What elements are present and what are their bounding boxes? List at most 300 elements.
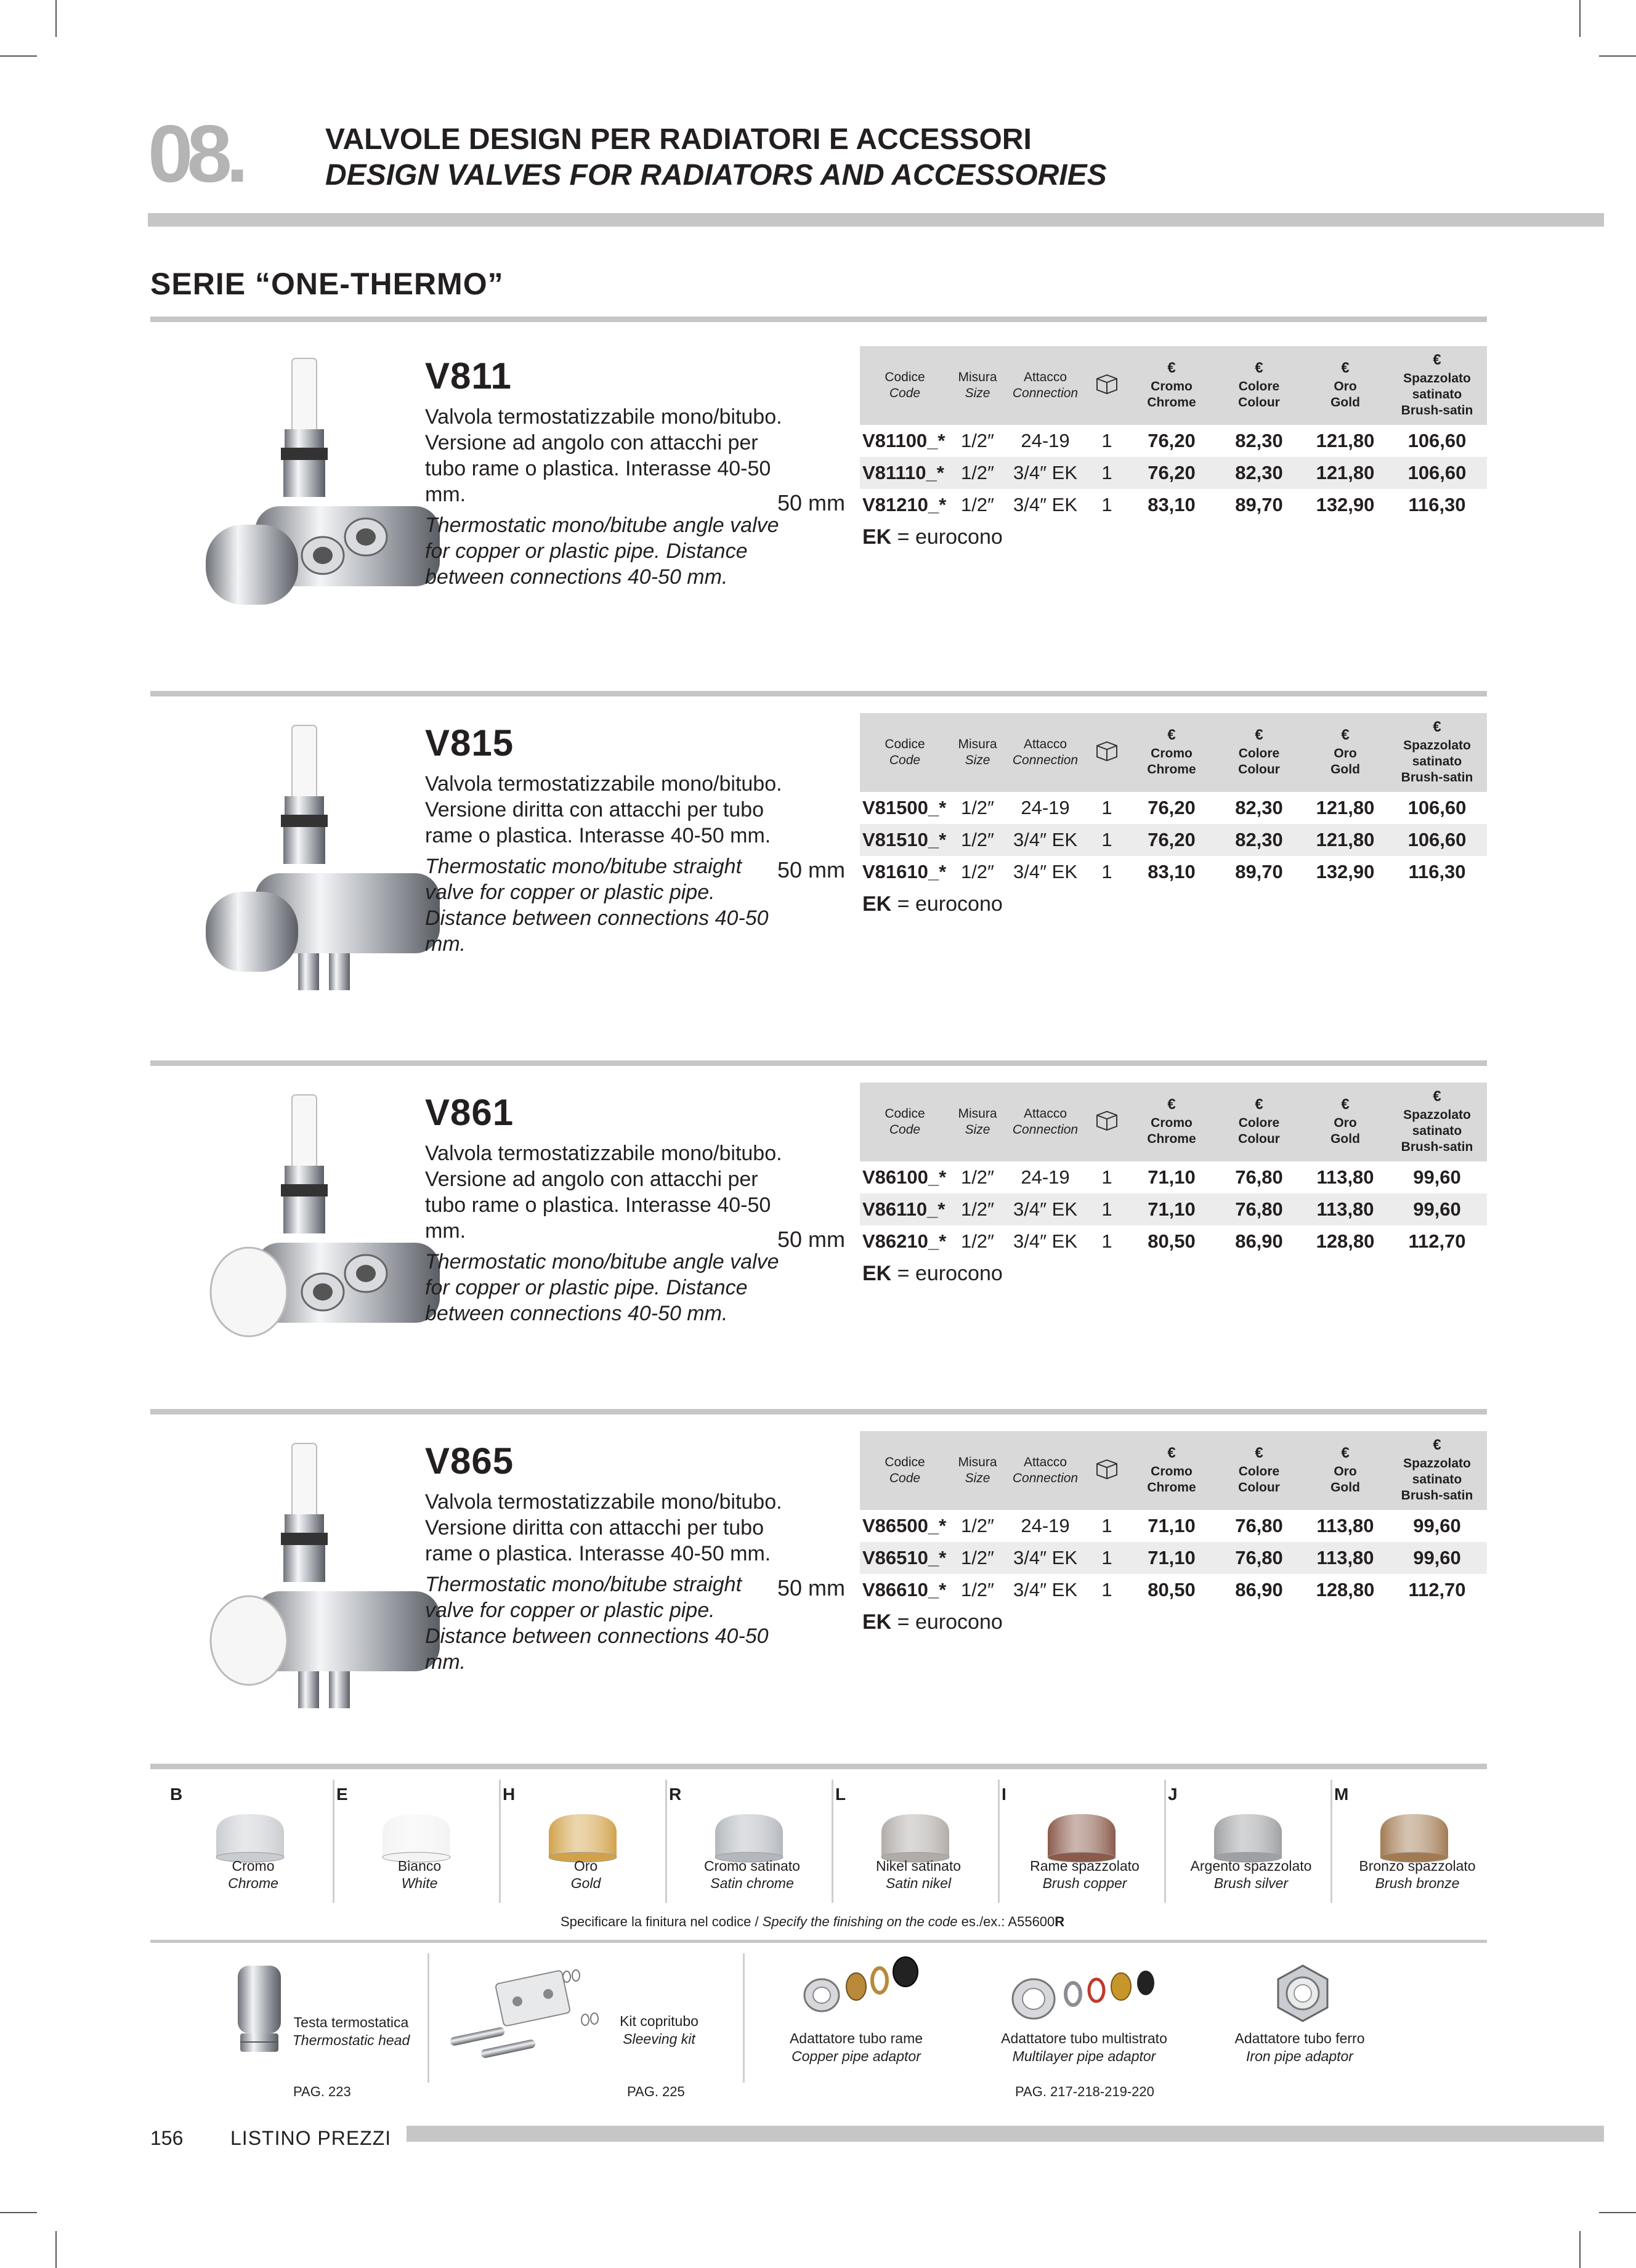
- eurocono-note: [860, 1257, 1487, 1289]
- header-brush: [1387, 713, 1487, 792]
- accessory-label-it: Kit copritubo: [620, 2013, 699, 2029]
- description-en: Thermostatic mono/bitube angle valve for copper or plastic pipe. Distance between connections 40-50 mm.: [425, 514, 779, 589]
- header-label: Colore: [1238, 379, 1280, 393]
- finish-name-en: Satin nikel: [885, 1875, 952, 1891]
- finish-instruction-suffix: R: [1055, 1914, 1065, 1929]
- product-v811: [150, 340, 1487, 660]
- finish-label: [170, 1857, 336, 1892]
- cell-code: V86610_*: [862, 1579, 947, 1600]
- distance-label: 50 mm: [777, 1575, 846, 1600]
- euro-symbol: €: [1341, 360, 1350, 376]
- header-label-en: Size: [965, 1123, 990, 1137]
- page-reference: PAG. 225: [627, 2084, 685, 2099]
- header-label-en: Brush-satin: [1401, 1488, 1473, 1503]
- table-row: [860, 1574, 1487, 1606]
- product-code: V865: [425, 1440, 514, 1482]
- crop-mark: [1599, 2212, 1636, 2213]
- cell-size: 1/2″: [960, 1230, 995, 1252]
- table-header: [860, 1431, 1487, 1510]
- cell-connection: 3/4″ EK: [1013, 494, 1078, 515]
- table-row: [860, 856, 1487, 888]
- price-table: [860, 1083, 1487, 1289]
- cell-connection: 24-19: [1021, 797, 1070, 818]
- footer-bar: [407, 2126, 1604, 2142]
- finish-name-it: Cromo satinato: [704, 1858, 800, 1874]
- accessory-label-en: Iron pipe adaptor: [1246, 2048, 1353, 2064]
- euro-symbol: €: [1433, 719, 1441, 735]
- finish-separator: [998, 1780, 1000, 1903]
- copper-adaptor-image: [800, 1951, 923, 2019]
- section-divider: [150, 1060, 1487, 1066]
- cell-price-brush: 106,60: [1407, 797, 1467, 818]
- cell-price-chrome: 71,10: [1128, 1193, 1215, 1225]
- cell-connection: 24-19: [1021, 1515, 1070, 1536]
- box-icon: [1095, 1109, 1119, 1131]
- cell-code: V81100_*: [862, 430, 946, 451]
- header-connection: [1005, 1083, 1085, 1161]
- cell-price-chrome: 83,10: [1148, 494, 1196, 515]
- table-row: [860, 1510, 1487, 1542]
- cell-price-chrome: 71,10: [1128, 1542, 1215, 1574]
- cell-price-colour: 86,90: [1235, 1230, 1283, 1252]
- finish-swatch: [1168, 1774, 1334, 1909]
- finish-instruction-en: Specify the finishing on the code: [762, 1914, 958, 1929]
- table-row: [860, 1161, 1487, 1193]
- cell-price-brush: 112,70: [1408, 1230, 1466, 1252]
- finish-instruction-example: es./ex.: A55600: [957, 1914, 1055, 1929]
- accessory-divider: [150, 1940, 1487, 1943]
- cell-connection: 3/4″ EK: [1005, 1542, 1085, 1574]
- header-label: Spazzolato satinato: [1403, 738, 1471, 769]
- header-label: Attacco: [1023, 370, 1067, 384]
- table-row: [860, 1542, 1487, 1574]
- cell-quantity: 1: [1101, 1230, 1112, 1252]
- finish-name-it: Cromo: [232, 1858, 275, 1874]
- cell-price-colour: 89,70: [1235, 494, 1283, 515]
- table-row: [860, 425, 1487, 457]
- cell-price-brush: 116,30: [1408, 494, 1466, 515]
- accessory-multilayer-adaptor: [986, 2030, 1183, 2065]
- iron-adaptor-image: [1269, 1959, 1337, 2027]
- box-icon: [1095, 373, 1119, 395]
- cell-connection: 3/4″ EK: [1005, 457, 1085, 489]
- accessory-sleeving-kit: [604, 2012, 715, 2048]
- section-divider: [150, 1409, 1487, 1414]
- cell-code: V86210_*: [862, 1230, 947, 1252]
- cell-price-colour: 76,80: [1215, 1193, 1303, 1225]
- cell-price-colour: 82,30: [1215, 824, 1303, 856]
- header-gold: [1303, 1431, 1387, 1510]
- header-label-en: Size: [965, 1471, 990, 1485]
- product-description: [425, 771, 788, 957]
- accessory-label-it: Adattatore tubo multistrato: [1001, 2030, 1167, 2046]
- cell-connection: 3/4″ EK: [1013, 1230, 1078, 1252]
- header-label: Attacco: [1023, 1107, 1067, 1121]
- box-icon: [1095, 740, 1119, 762]
- eurocono-note: [860, 521, 1487, 553]
- cell-price-brush: 106,60: [1387, 457, 1487, 489]
- cell-quantity: 1: [1101, 430, 1112, 451]
- note-text: = eurocono: [891, 1610, 1003, 1634]
- crop-mark: [55, 0, 57, 37]
- cell-connection: 3/4″ EK: [1013, 861, 1078, 882]
- cell-price-colour: 76,80: [1215, 1542, 1303, 1574]
- header-label: Oro: [1334, 746, 1357, 761]
- product-description: [425, 404, 788, 590]
- cell-price-brush: 106,60: [1387, 824, 1487, 856]
- finish-name-en: Chrome: [228, 1875, 278, 1891]
- header-package: [1085, 713, 1128, 792]
- header-label-en: Size: [965, 753, 990, 767]
- table-row: [860, 1225, 1487, 1257]
- product-description: [425, 1489, 788, 1675]
- header-chrome: [1128, 1083, 1215, 1161]
- finish-swatch: [170, 1774, 336, 1909]
- header-connection: [1005, 713, 1085, 792]
- header-label-en: Colour: [1238, 1132, 1280, 1146]
- product-description: [425, 1140, 788, 1326]
- header-code: [860, 346, 950, 425]
- cell-price-brush: 99,60: [1413, 1515, 1461, 1536]
- finish-swatch: [835, 1774, 1002, 1909]
- cell-price-brush: 106,60: [1407, 430, 1467, 451]
- euro-symbol: €: [1255, 360, 1263, 376]
- cell-quantity: 1: [1101, 1515, 1112, 1536]
- cell-code: V86110_*: [860, 1193, 950, 1225]
- finish-swatch: [503, 1774, 669, 1909]
- crop-mark: [0, 55, 37, 57]
- header-connection: [1005, 1431, 1085, 1510]
- euro-symbol: €: [1167, 1096, 1176, 1113]
- header-label-en: Colour: [1238, 1480, 1280, 1495]
- cell-price-gold: 128,80: [1316, 1230, 1375, 1252]
- accessory-label-it: Testa termostatica: [293, 2014, 409, 2030]
- finish-letter: R: [669, 1785, 682, 1804]
- chapter-title-it: VALVOLE DESIGN PER RADIATORI E ACCESSORI: [325, 123, 1032, 156]
- cell-price-chrome: 76,20: [1128, 457, 1215, 489]
- cell-connection: 3/4″ EK: [1005, 1193, 1085, 1225]
- header-label: Codice: [885, 1455, 925, 1469]
- note-text: = eurocono: [891, 892, 1003, 916]
- header-brush: [1387, 346, 1487, 425]
- finish-letter: M: [1334, 1785, 1349, 1804]
- header-label-en: Connection: [1012, 1123, 1079, 1137]
- cell-quantity: 1: [1101, 861, 1112, 882]
- finish-letter: L: [835, 1785, 846, 1804]
- cell-size: 1/2″: [960, 861, 995, 882]
- distance-label: 50 mm: [777, 490, 846, 515]
- cell-size: 1/2″: [960, 1166, 995, 1188]
- product-code: V861: [425, 1092, 514, 1133]
- euro-symbol: €: [1255, 1445, 1263, 1461]
- finish-name-en: Brush copper: [1042, 1875, 1127, 1891]
- finish-letter: E: [336, 1785, 348, 1804]
- header-brush: [1387, 1083, 1487, 1161]
- sleeving-kit-image: [443, 1964, 610, 2069]
- note-abbr: EK: [862, 525, 892, 549]
- accessory-label-it: Adattatore tubo ferro: [1234, 2030, 1365, 2046]
- cell-size: 1/2″: [960, 1579, 995, 1600]
- cell-price-chrome: 76,20: [1148, 797, 1196, 818]
- finish-letter: B: [170, 1785, 183, 1804]
- cell-quantity: 1: [1101, 797, 1112, 818]
- header-chrome: [1128, 346, 1215, 425]
- header-gold: [1303, 713, 1387, 792]
- accessory-label-it: Adattatore tubo rame: [789, 2030, 923, 2046]
- euro-symbol: €: [1341, 1096, 1350, 1113]
- cell-price-gold: 121,80: [1316, 430, 1375, 451]
- header-label-en: Brush-satin: [1401, 770, 1473, 785]
- eurocono-note: [860, 1606, 1487, 1638]
- finish-name-it: Rame spazzolato: [1030, 1858, 1140, 1874]
- header-code: [860, 713, 950, 792]
- header-label-en: Chrome: [1147, 1132, 1196, 1146]
- euro-symbol: €: [1433, 1437, 1441, 1453]
- finish-letter: I: [1002, 1785, 1006, 1804]
- finish-instruction-it: Specificare la finitura nel codice /: [561, 1914, 763, 1929]
- finish-swatch: [336, 1774, 503, 1909]
- cell-price-chrome: 76,20: [1128, 824, 1215, 856]
- description-it: Valvola termostatizzabile mono/bitubo. Versione diritta con attacchi per tubo rame o plastica. Interasse 40-50 mm.: [425, 1490, 782, 1565]
- header-label: Cromo: [1151, 1116, 1193, 1130]
- finish-name-it: Bronzo spazzolato: [1359, 1858, 1476, 1874]
- cell-code: V86500_*: [862, 1515, 947, 1536]
- header-label: Attacco: [1023, 1455, 1067, 1469]
- header-size: [950, 1083, 1005, 1161]
- header-label-en: Brush-satin: [1401, 1140, 1473, 1154]
- table-row: [860, 457, 1487, 489]
- euro-symbol: €: [1167, 1445, 1176, 1461]
- finish-swatch: [1334, 1774, 1500, 1909]
- crop-mark: [1579, 0, 1581, 37]
- cell-price-chrome: 80,50: [1148, 1230, 1196, 1252]
- finish-name-en: Brush bronze: [1375, 1875, 1460, 1891]
- chapter-number: 08.: [148, 108, 243, 199]
- distance-label: 50 mm: [777, 857, 846, 882]
- header-label-en: Brush-satin: [1401, 403, 1473, 418]
- description-en: Thermostatic mono/bitube angle valve for copper or plastic pipe. Distance between connections 40-50 mm.: [425, 1250, 779, 1325]
- series-title: SERIE “ONE-THERMO”: [150, 267, 504, 301]
- cell-size: 1/2″: [960, 430, 995, 451]
- header-label-en: Chrome: [1147, 1480, 1196, 1495]
- description-it: Valvola termostatizzabile mono/bitubo. Versione ad angolo con attacchi per tubo rame o plastica. Interasse 40-50 mm.: [425, 405, 782, 506]
- price-table: [860, 713, 1487, 920]
- cell-price-gold: 121,80: [1303, 824, 1387, 856]
- finish-label: [336, 1857, 503, 1892]
- header-colour: [1215, 1431, 1303, 1510]
- header-connection: [1005, 346, 1085, 425]
- cell-price-colour: 82,30: [1235, 430, 1283, 451]
- header-label-en: Colour: [1238, 395, 1280, 410]
- header-package: [1085, 1083, 1128, 1161]
- table-note-row: [860, 1257, 1487, 1289]
- finish-separator: [1330, 1780, 1332, 1903]
- header-size: [950, 713, 1005, 792]
- cell-size: 1/2″: [950, 457, 1005, 489]
- cell-price-colour: 82,30: [1235, 797, 1283, 818]
- cell-price-brush: 99,60: [1387, 1542, 1487, 1574]
- accessory-separator: [427, 1953, 429, 2083]
- header-label: Misura: [958, 1455, 997, 1469]
- header-label: Misura: [958, 1107, 997, 1121]
- header-label: Cromo: [1151, 1464, 1193, 1479]
- header-colour: [1215, 346, 1303, 425]
- cell-price-brush: 99,60: [1387, 1193, 1487, 1225]
- description-it: Valvola termostatizzabile mono/bitubo. Versione diritta con attacchi per tubo rame o plastica. Interasse 40-50 mm.: [425, 772, 782, 847]
- product-code: V815: [425, 722, 514, 764]
- header-gold: [1303, 346, 1387, 425]
- header-label-en: Gold: [1330, 1480, 1360, 1495]
- cell-quantity: 1: [1085, 1193, 1128, 1225]
- accessory-label-en: Thermostatic head: [292, 2032, 410, 2048]
- cell-price-gold: 128,80: [1316, 1579, 1375, 1600]
- header-label: Colore: [1238, 746, 1280, 761]
- header-label-en: Gold: [1330, 762, 1360, 777]
- cell-quantity: 1: [1085, 457, 1128, 489]
- cell-size: 1/2″: [950, 1193, 1005, 1225]
- header-label-en: Connection: [1012, 386, 1079, 400]
- euro-symbol: €: [1167, 360, 1176, 376]
- header-label: Spazzolato satinato: [1403, 371, 1471, 402]
- cell-size: 1/2″: [950, 824, 1005, 856]
- cell-price-chrome: 76,20: [1148, 430, 1196, 451]
- accessory-copper-adaptor: [770, 2030, 942, 2065]
- euro-symbol: €: [1433, 1088, 1441, 1105]
- cell-code: V81610_*: [862, 861, 947, 882]
- finish-label: [1168, 1857, 1334, 1892]
- cell-price-colour: 89,70: [1235, 861, 1283, 882]
- finish-label: [835, 1857, 1002, 1892]
- header-label: Codice: [885, 370, 925, 384]
- distance-label: 50 mm: [777, 1227, 846, 1252]
- header-label-en: Code: [889, 1471, 921, 1485]
- header-label-en: Code: [889, 1123, 921, 1137]
- crop-mark: [1579, 2231, 1581, 2268]
- note-text: = eurocono: [891, 1261, 1003, 1285]
- header-label: Spazzolato satinato: [1403, 1108, 1471, 1138]
- cell-price-gold: 113,80: [1303, 1193, 1387, 1225]
- finish-swatch: [669, 1774, 835, 1909]
- cell-code: V81110_*: [860, 457, 950, 489]
- cell-code: V86510_*: [860, 1542, 950, 1574]
- cell-connection: 3/4″ EK: [1013, 1579, 1078, 1600]
- cell-quantity: 1: [1085, 1542, 1128, 1574]
- finish-separator: [499, 1780, 501, 1903]
- header-label: Misura: [958, 737, 997, 751]
- cell-price-gold: 132,90: [1316, 861, 1375, 882]
- cell-quantity: 1: [1101, 1579, 1112, 1600]
- description-en: Thermostatic mono/bitube straight valve for copper or plastic pipe. Distance between connections 40-50 mm.: [425, 855, 769, 956]
- header-chrome: [1128, 1431, 1215, 1510]
- header-colour: [1215, 1083, 1303, 1161]
- header-label-en: Chrome: [1147, 395, 1196, 410]
- cell-price-gold: 121,80: [1316, 797, 1375, 818]
- box-icon: [1095, 1458, 1119, 1480]
- chapter-title-en: DESIGN VALVES FOR RADIATORS AND ACCESSORIES: [325, 159, 1107, 192]
- finish-letter: H: [503, 1785, 516, 1804]
- cell-price-gold: 113,80: [1316, 1515, 1374, 1536]
- header-chrome: [1128, 713, 1215, 792]
- header-brush: [1387, 1431, 1487, 1510]
- accessory-label-en: Sleeving kit: [623, 2031, 695, 2047]
- accessory-label-en: Copper pipe adaptor: [792, 2048, 921, 2064]
- multilayer-adaptor-image: [1006, 1962, 1160, 2024]
- cell-connection: 3/4″ EK: [1005, 824, 1085, 856]
- finish-name-en: Gold: [570, 1875, 601, 1891]
- page-reference: PAG. 223: [293, 2084, 351, 2099]
- cell-code: V81210_*: [862, 494, 947, 515]
- finish-name-it: Bianco: [397, 1858, 442, 1874]
- page-reference: PAG. 217-218-219-220: [1015, 2084, 1154, 2099]
- finish-separator: [333, 1780, 334, 1903]
- table-row: [860, 489, 1487, 521]
- euro-symbol: €: [1255, 1096, 1263, 1113]
- header-label: Cromo: [1151, 379, 1193, 393]
- finish-label: [1002, 1857, 1168, 1892]
- cell-size: 1/2″: [960, 1515, 995, 1536]
- header-label: Oro: [1334, 1116, 1357, 1130]
- cell-price-colour: 82,30: [1215, 457, 1303, 489]
- header-label: Attacco: [1023, 737, 1067, 751]
- cell-price-brush: 116,30: [1408, 861, 1466, 882]
- header-label-en: Size: [965, 386, 990, 400]
- finish-name-it: Nikel satinato: [875, 1858, 962, 1874]
- cell-price-gold: 121,80: [1303, 457, 1387, 489]
- finish-separator: [665, 1780, 667, 1903]
- header-label: Misura: [958, 370, 997, 384]
- note-text: = eurocono: [891, 525, 1003, 549]
- cell-price-brush: 112,70: [1408, 1579, 1466, 1600]
- finish-name-it: Oro: [573, 1858, 598, 1874]
- euro-symbol: €: [1341, 1445, 1350, 1461]
- header-code: [860, 1431, 950, 1510]
- crop-mark: [1599, 55, 1636, 57]
- accessory-separator: [743, 1953, 745, 2083]
- product-v861: [150, 1076, 1487, 1397]
- finish-name-en: Brush silver: [1213, 1875, 1289, 1891]
- cell-code: V86100_*: [862, 1166, 947, 1188]
- header-colour: [1215, 713, 1303, 792]
- cell-quantity: 1: [1101, 1166, 1112, 1188]
- finish-swatch: [1002, 1774, 1168, 1909]
- euro-symbol: €: [1433, 352, 1441, 368]
- table-note-row: [860, 1606, 1487, 1638]
- accessory-iron-adaptor: [1213, 2030, 1386, 2065]
- thermostatic-head-image: [232, 1961, 287, 2059]
- table-row: [860, 1193, 1487, 1225]
- product-code: V811: [425, 355, 512, 397]
- cell-price-brush: 99,60: [1413, 1166, 1461, 1188]
- header-size: [950, 1431, 1005, 1510]
- finish-separator: [1164, 1780, 1166, 1903]
- note-abbr: EK: [862, 1261, 892, 1285]
- header-label: Colore: [1238, 1116, 1280, 1130]
- page-number: 156: [150, 2127, 184, 2149]
- euro-symbol: €: [1167, 727, 1176, 743]
- cell-connection: 24-19: [1021, 1166, 1070, 1188]
- header-label-en: Colour: [1238, 762, 1280, 777]
- crop-mark: [0, 2212, 37, 2213]
- finish-name-it: Argento spazzolato: [1190, 1858, 1312, 1874]
- finish-divider: [150, 1764, 1487, 1769]
- cell-price-colour: 76,80: [1235, 1515, 1283, 1536]
- accessory-thermostatic-head: [290, 2014, 413, 2049]
- table-row: [860, 824, 1487, 856]
- header-label: Oro: [1334, 379, 1357, 393]
- header-label-en: Gold: [1330, 395, 1360, 410]
- finish-instruction: [561, 1914, 1064, 1930]
- finish-label: [503, 1857, 669, 1892]
